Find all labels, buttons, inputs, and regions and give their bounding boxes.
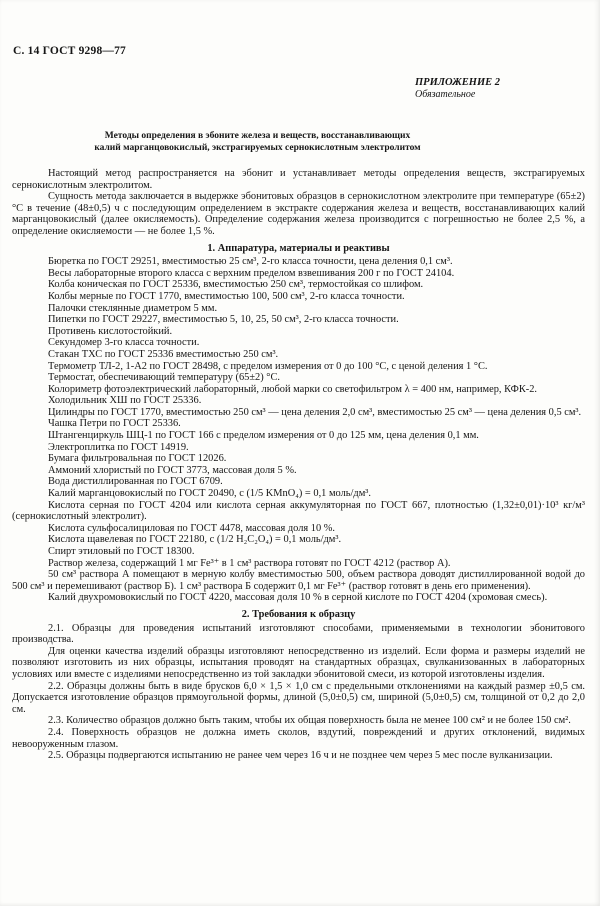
apparatus-item: Холодильник ХШ по ГОСТ 25336. (48, 395, 202, 407)
apparatus-item: Калий двухромовокислый по ГОСТ 4220, массовая доля 10 % в серной кислоте по ГОСТ 4204 (хромовая смесь). (48, 592, 548, 604)
requirements-paragraph: Для оценки качества изделий образцы изготовляют непосредственно из изделий. Если форма и размеры изделий не позволяют изготовить из них образцы, испытания проводят на стандартных образцах, свулканизованных в лабораторных условиях или вместе с изделиями непосредственно из той закладки эбонитовой смеси, из которой изготовлены изделия. (12, 645, 585, 680)
apparatus-item: Кислота сульфосалициловая по ГОСТ 4478, массовая доля 10 %. (48, 522, 336, 534)
apparatus-item: Термостат, обеспечивающий температуру (65±2) °С. (48, 372, 280, 384)
apparatus-item: 50 см³ раствора А помещают в мерную колбу вместимостью 500, объем раствора доводят дистиллированной водой до 500 см³ и перемешивают (раствор Б). 1 см³ раствора Б содержит 0,1 мг Fe³⁺ (раствор готовят в день его применения). (12, 569, 585, 592)
apparatus-item: Бумага фильтровальная по ГОСТ 12026. (48, 453, 227, 465)
document-title-line1: Методы определения в эбоните железа и веществ, восстанавливающих (104, 131, 411, 141)
requirements-paragraph: 2.1. Образцы для проведения испытаний изготовляют способами, применяемыми в технологии эбонитового производства. (12, 622, 585, 646)
apparatus-item: Весы лабораторные второго класса с верхним пределом взвешивания 200 г по ГОСТ 24104. (48, 267, 455, 279)
page-header: С. 14 ГОСТ 9298—77 (13, 45, 126, 57)
apparatus-item: Калий марганцовокислый по ГОСТ 20490, с (1/5 KMnO₄) = 0,1 моль/дм³. (48, 488, 371, 500)
annex-block (415, 77, 500, 100)
apparatus-item: Стакан ТХС по ГОСТ 25336 вместимостью 250 см³. (48, 348, 279, 360)
section1-heading: 1. Аппаратура, материалы и реактивы (207, 242, 390, 254)
annex-sublabel: Обязательное (415, 88, 476, 100)
apparatus-item: Колбы мерные по ГОСТ 1770, вместимостью 100, 500 см³, 2-го класса точности. (48, 290, 405, 302)
apparatus-item: Колориметр фотоэлектрический лабораторный, любой марки со светофильтром λ = 400 нм, например, КФК-2. (48, 383, 537, 395)
apparatus-item: Штангенциркуль ШЦ-1 по ГОСТ 166 с пределом измерения от 0 до 125 мм, цена деления 0,1 мм. (48, 430, 479, 442)
apparatus-item: Кислота серная по ГОСТ 4204 или кислота серная аккумуляторная по ГОСТ 667, плотностью (1,32±0,01)·10³ кг/м³ (сернокислотный электролит). (12, 499, 585, 523)
apparatus-item: Бюретка по ГОСТ 29251, вместимостью 25 см³, 2-го класса точности, цена деления 0,1 см³. (48, 256, 453, 268)
apparatus-item: Колба коническая по ГОСТ 25336, вместимостью 250 см³, термостойкая со шлифом. (48, 279, 424, 291)
apparatus-item: Противень кислотостойкий. (48, 325, 173, 337)
apparatus-item: Чашка Петри по ГОСТ 25336. (48, 418, 181, 430)
apparatus-item: Секундомер 3-го класса точности. (48, 337, 200, 349)
document-title (12, 131, 585, 154)
apparatus-item: Вода дистиллированная по ГОСТ 6709. (48, 476, 223, 488)
apparatus-item: Цилиндры по ГОСТ 1770, вместимостью 250 см³ — цена деления 2,0 см³, вместимостью 25 см³ — цена деления 0,5 см³. (48, 406, 582, 418)
section2-heading: 2. Требования к образцу (241, 608, 356, 620)
requirements-paragraph: 2.3. Количество образцов должно быть таким, чтобы их общая поверхность была не менее 100 см² и не более 150 см². (48, 715, 571, 727)
apparatus-item: Палочки стеклянные диаметром 5 мм. (48, 302, 218, 314)
apparatus-item: Электроплитка по ГОСТ 14919. (48, 441, 189, 453)
document-title-line2: калий марганцовокислый, экстрагируемых сернокислотным электролитом (94, 142, 421, 153)
apparatus-item: Аммоний хлористый по ГОСТ 3773, массовая доля 5 %. (48, 464, 297, 476)
apparatus-item: Раствор железа, содержащий 1 мг Fe³⁺ в 1 см³ раствора готовят по ГОСТ 4212 (раствор А). (48, 557, 451, 569)
annex-label: ПРИЛОЖЕНИЕ 2 (415, 77, 500, 88)
document-body (12, 168, 585, 762)
apparatus-item: Кислота щавелевая по ГОСТ 22180, с (1/2 H₂C₂O₄) = 0,1 моль/дм³. (48, 534, 342, 546)
requirements-paragraph: 2.4. Поверхность образцов не должна иметь сколов, вздутий, повреждений и других отклонений, видимых невооруженным глазом. (12, 726, 585, 750)
apparatus-item: Спирт этиловый по ГОСТ 18300. (48, 546, 195, 557)
apparatus-item: Пипетки по ГОСТ 29227, вместимостью 5, 10, 25, 50 см³, 2-го класса точности. (48, 314, 399, 326)
requirements-paragraph: 2.5. Образцы подвергаются испытанию не ранее чем через 16 ч и не позднее чем через 5 мес после вулканизации. (48, 750, 553, 762)
apparatus-item: Термометр ТЛ-2, 1-А2 по ГОСТ 28498, с пределом измерения от 0 до 100 °С, с ценой деления 1 °С. (48, 360, 488, 372)
requirements-paragraph: 2.2. Образцы должны быть в виде брусков 6,0 × 1,5 × 1,0 см с предельными отклонениями на каждый размер ±0,5 см. Допускается изготовление образцов прямоугольной формы, длиной (5,0±0,5) см, шириной (5,0±0,5) см, толщиной от 0,2 до 2,0 см. (12, 680, 585, 715)
intro-paragraph: Сущность метода заключается в выдержке эбонитовых образцов в сернокислотном электролите при температуре (65±2) °С в течение (48±0,5) ч с последующим определением в экстракте содержания железа и веществ, восстанавливающих калий марганцовокислый (далее окисляемость). Определение содержания железа производится с погрешностью не более 2,5 %, а определение окисляемости — не более 1,5 %. (12, 191, 585, 237)
intro-paragraph: Настоящий метод распространяется на эбонит и устанавливает методы определения веществ, экстрагируемых сернокислотным электролитом. (12, 168, 585, 191)
